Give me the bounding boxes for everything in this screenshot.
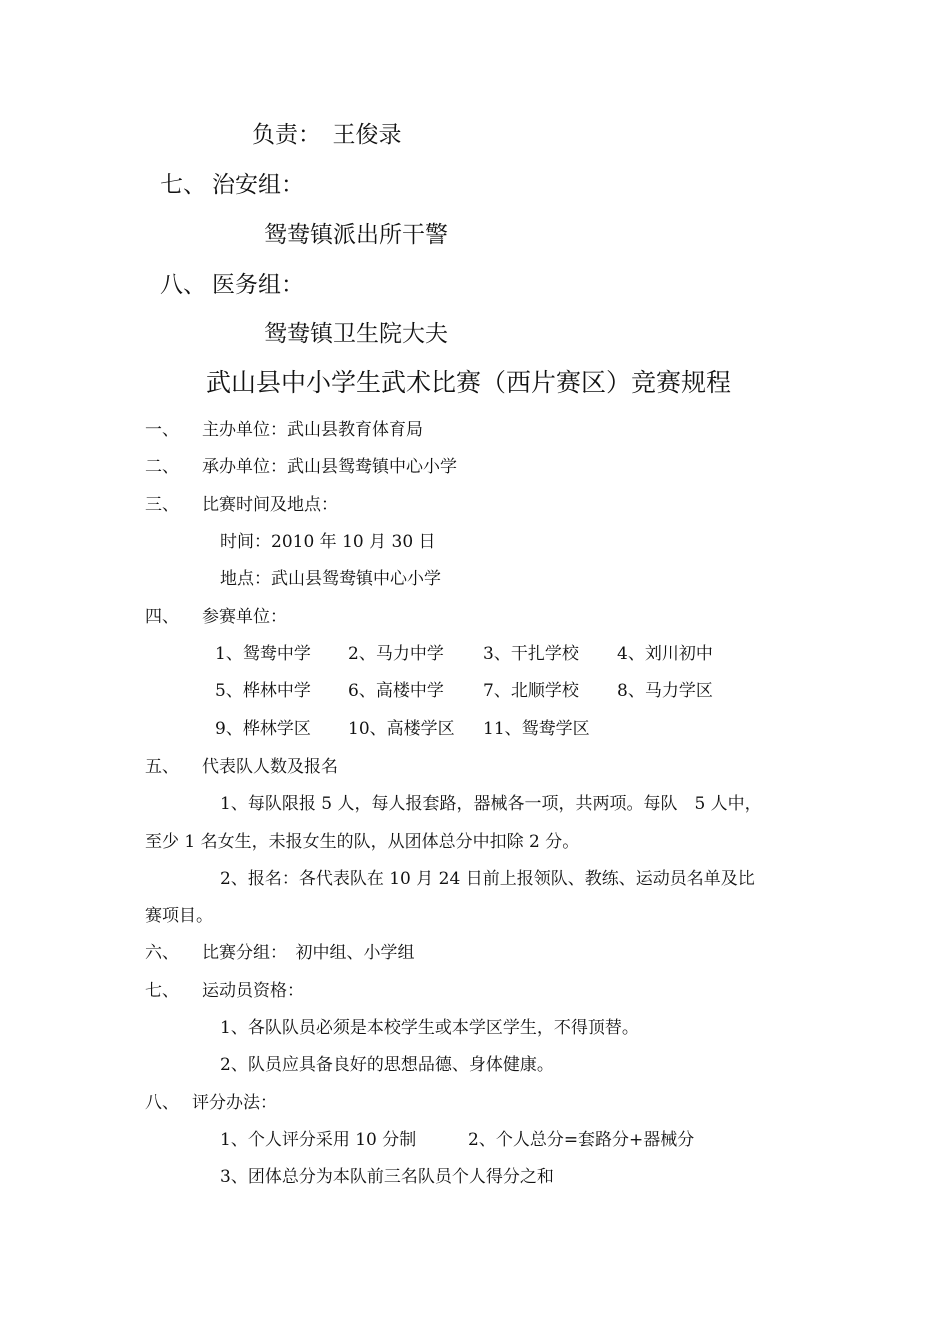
unit-item: 5、桦林中学: [215, 681, 311, 701]
unit-item: 4、刘川初中: [617, 644, 713, 664]
unit-item: 9、桦林学区: [215, 719, 311, 739]
rule-5-para-2-line-1: 2、报名：各代表队在 10 月 24 日前上报领队、教练、运动员名单及比: [220, 869, 755, 889]
unit-item: 8、马力学区: [617, 681, 713, 701]
unit-item: 7、北顺学校: [483, 681, 579, 701]
rule-6-text: 比赛分组： 初中组、小学组: [202, 943, 415, 963]
rule-1-number: 一、: [145, 420, 179, 440]
rule-5-text: 代表队人数及报名: [202, 757, 338, 777]
rule-8-item-3: 3、团体总分为本队前三名队员个人得分之和: [220, 1167, 554, 1187]
rule-7-text: 运动员资格：: [202, 981, 304, 1001]
section-8-heading: 医务组：: [212, 272, 304, 298]
section-8-body: 鸳鸯镇卫生院大夫: [264, 321, 448, 347]
rule-7-item-2: 2、队员应具备良好的思想品德、身体健康。: [220, 1055, 554, 1075]
unit-item: 2、马力中学: [348, 644, 444, 664]
rule-8-text: 评分办法：: [192, 1093, 277, 1113]
section-7-number: 七、: [160, 172, 206, 198]
rule-7-number: 七、: [145, 981, 179, 1001]
rule-8-number: 八、: [145, 1093, 179, 1113]
rule-1-text: 主办单位：武山县教育体育局: [202, 420, 423, 440]
rule-4-number: 四、: [145, 607, 179, 627]
rule-8-item-1: 1、个人评分采用 10 分制: [220, 1130, 417, 1150]
section-7-heading: 治安组：: [212, 172, 304, 198]
rule-4-text: 参赛单位：: [202, 607, 287, 627]
rule-2-number: 二、: [145, 457, 179, 477]
rule-5-number: 五、: [145, 757, 179, 777]
rule-6-number: 六、: [145, 943, 179, 963]
rule-8-item-2: 2、个人总分=套路分+器械分: [468, 1130, 695, 1150]
rule-5-para-2-line-2: 赛项目。: [145, 906, 213, 926]
rule-5-para-1-line-1: 1、每队限报 5 人，每人报套路，器械各一项，共两项。每队 5 人中，: [220, 794, 762, 814]
rule-3-number: 三、: [145, 495, 179, 515]
responsible-line: 负责： 王俊录: [252, 122, 402, 148]
unit-item: 3、干扎学校: [483, 644, 579, 664]
unit-item: 6、高楼中学: [348, 681, 444, 701]
rule-3-time: 时间：2010 年 10 月 30 日: [220, 532, 436, 552]
unit-item: 1、鸳鸯中学: [215, 644, 311, 664]
section-7-body: 鸳鸯镇派出所干警: [264, 222, 448, 248]
rule-3-place: 地点：武山县鸳鸯镇中心小学: [220, 569, 441, 589]
rule-3-text: 比赛时间及地点：: [202, 495, 338, 515]
page-title: 武山县中小学生武术比赛（西片赛区）竞赛规程: [206, 368, 732, 397]
section-8-number: 八、: [160, 272, 206, 298]
rule-2-text: 承办单位：武山县鸳鸯镇中心小学: [202, 457, 457, 477]
rule-5-para-1-line-2: 至少 1 名女生，未报女生的队，从团体总分中扣除 2 分。: [145, 832, 580, 852]
unit-item: 10、高楼学区: [348, 719, 455, 739]
rule-7-item-1: 1、各队队员必须是本校学生或本学区学生，不得顶替。: [220, 1018, 639, 1038]
unit-item: 11、鸳鸯学区: [483, 719, 590, 739]
